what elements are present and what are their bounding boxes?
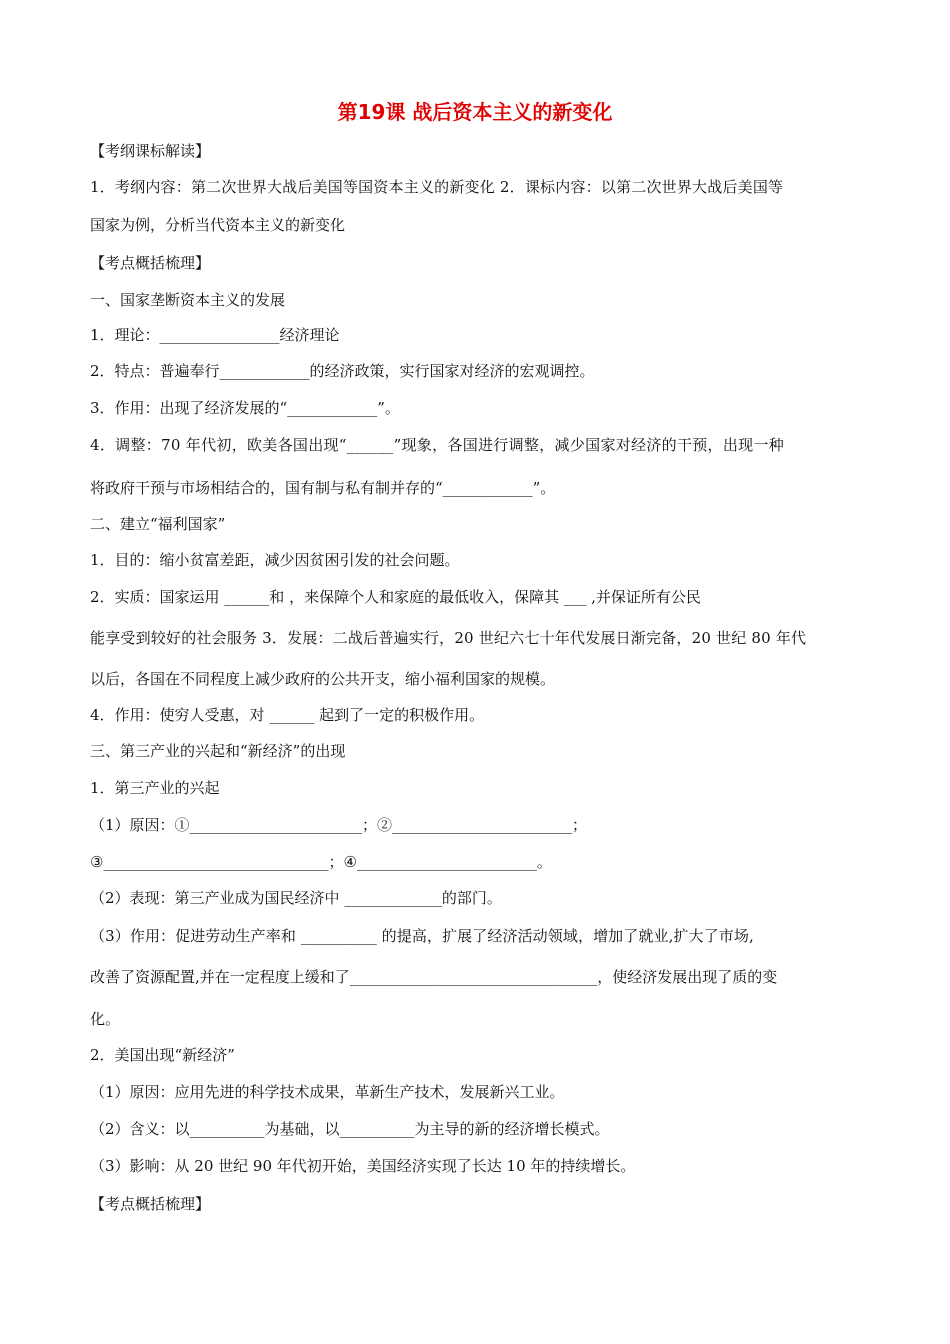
text-line: 2．实质：国家运用 ______和 ，来保障个人和家庭的最低收入，保障其 ___ ,并保证所有公民 [90, 588, 701, 606]
section-heading: 一、国家垄断资本主义的发展 [90, 291, 286, 309]
section-heading: 三、第三产业的兴起和“新经济”的出现 [90, 742, 346, 760]
text-line: 改善了资源配置,并在一定程度上缓和了_________________________________，使经济发展出现了质的变 [90, 968, 778, 986]
text-line: 3．作用：出现了经济发展的“____________”。 [90, 399, 400, 417]
subsection-heading: 2．美国出现“新经济” [90, 1046, 235, 1064]
text-line: 2．特点：普遍奉行____________的经济政策，实行国家对经济的宏观调控。 [90, 362, 595, 380]
text-line: 国家为例，分析当代资本主义的新变化 [90, 216, 346, 234]
text-line: 1．目的：缩小贫富差距，减少因贫困引发的社会问题。 [90, 551, 460, 569]
page-title: 第19课 战后资本主义的新变化 [337, 100, 613, 124]
text-line: （3）影响：从 20 世纪 90 年代初开始，美国经济实现了长达 10 年的持续增长。 [90, 1157, 636, 1175]
text-line: 将政府干预与市场相结合的，国有制与私有制并存的“____________”。 [90, 479, 556, 497]
text-line: ③______________________________；④________________________。 [90, 853, 552, 871]
text-line: （2）表现：第三产业成为国民经济中 _____________的部门。 [90, 889, 502, 907]
section-heading-summary: 【考点概括梳理】 [90, 254, 211, 272]
text-line: 化。 [90, 1010, 121, 1028]
text-line: （1）原因：应用先进的科学技术成果，革新生产技术，发展新兴工业。 [90, 1083, 565, 1101]
section-heading-outline [90, 140, 870, 162]
text-line: 1．理论：________________经济理论 [90, 326, 340, 344]
text-line: 4．调整：70 年代初，欧美各国出现“______”现象，各国进行调整，减少国家对经济的干预，出现一种 [90, 436, 785, 454]
text-line: 能享受到较好的社会服务 3．发展：二战后普遍实行，20 世纪六七十年代发展日渐完备，20 世纪 80 年代 [90, 629, 807, 647]
text-line: 1．考纲内容：第二次世界大战后美国等国资本主义的新变化 2．课标内容：以第二次世界大战后美国等 [90, 178, 784, 196]
text-line: 4．作用：使穷人受惠，对 ______ 起到了一定的积极作用。 [90, 706, 485, 724]
section-heading-text: 【考纲课标解读】 [90, 142, 211, 160]
text-line: 以后，各国在不同程度上减少政府的公共开支，缩小福利国家的规模。 [90, 670, 556, 688]
section-heading: 二、建立“福利国家” [90, 515, 226, 533]
text-line: （2）含义：以__________为基础，以__________为主导的新的经济增长模式。 [90, 1120, 610, 1138]
section-heading-summary: 【考点概括梳理】 [90, 1195, 211, 1213]
text-line: （1）原因：①_______________________；②________________________； [90, 816, 588, 834]
text-line: （3）作用：促进劳动生产率和 __________ 的提高，扩展了经济活动领域，增加了就业,扩大了市场, [90, 927, 754, 945]
subsection-heading: 1．第三产业的兴起 [90, 779, 220, 797]
